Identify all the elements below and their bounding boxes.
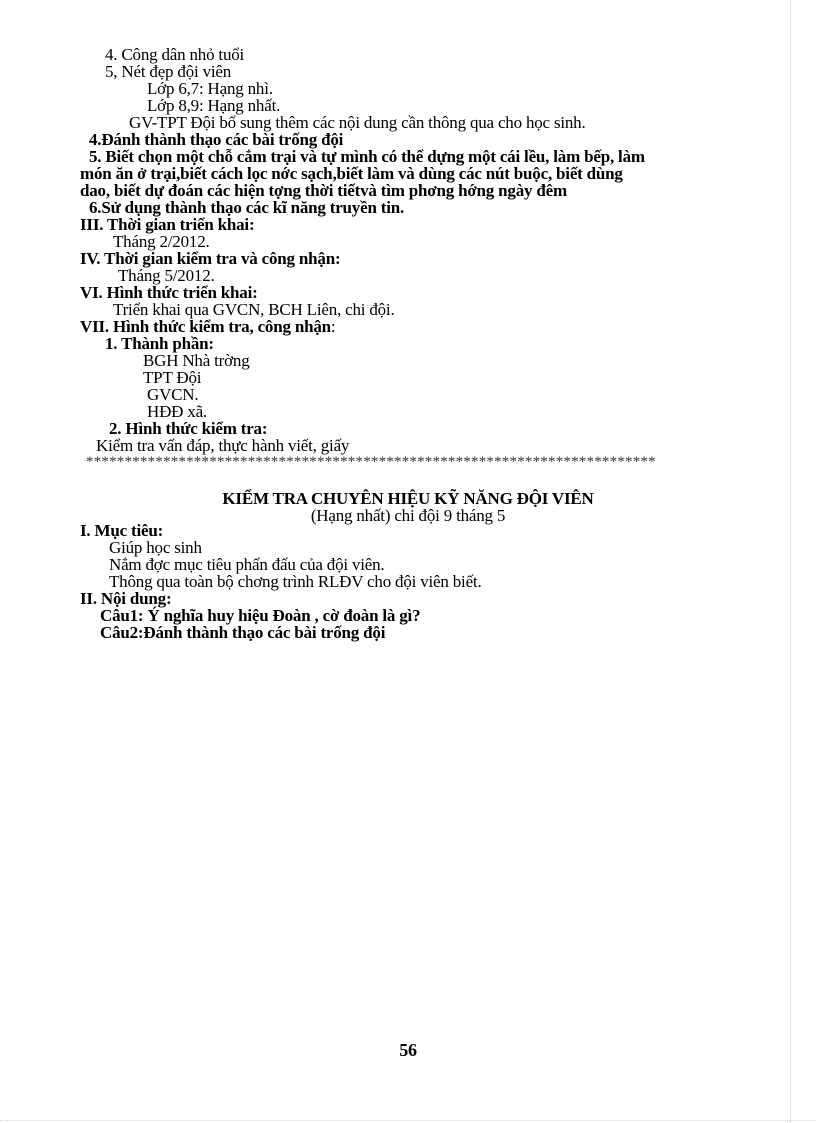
goal-giup-hoc-sinh: Giúp học sinh <box>109 538 202 557</box>
value-thang-2: Tháng 2/2012. <box>113 232 210 251</box>
sub-item-lop-67: Lớp 6,7: Hạng nhì. <box>147 79 273 98</box>
list-item-net-dep: 5, Nét đẹp đội viên <box>105 62 232 81</box>
value-kiem-tra: Kiểm tra vấn đáp, thực hành viết, giấy <box>96 436 350 455</box>
heading-hinh-thuc-trien-khai: VI. Hình thức triển khai: <box>80 283 258 302</box>
list-item-cong-dan: 4. Công dân nhỏ tuổi <box>105 45 245 64</box>
heading-noi-dung: II. Nội dung: <box>80 589 172 608</box>
goal-thong-qua: Thông qua toàn bộ chơng trình RLĐV cho đội viên biết. <box>109 572 482 591</box>
item-truyen-tin: 6.Sử dụng thành thạo các kĩ năng truyền tin. <box>89 198 405 217</box>
member-tpt: TPT Đội <box>143 368 202 387</box>
heading-hinh-thuc-kiem-tra <box>80 318 335 335</box>
page-edge-vertical <box>790 0 791 1123</box>
heading-muc-tieu: I. Mục tiêu: <box>80 521 164 540</box>
member-hdd: HĐĐ xã. <box>147 402 207 421</box>
item-cam-trai-line1: 5. Biết chọn một chỗ cắm trại và tự mình có thể dựng một cái lều, làm bếp, làm <box>89 147 645 166</box>
note-gv-tpt: GV-TPT Đội bổ sung thêm các nội dung cần thông qua cho học sinh. <box>129 113 586 132</box>
sub-heading-hinh-thuc: 2. Hình thức kiểm tra: <box>109 419 268 438</box>
value-thang-5: Tháng 5/2012. <box>118 266 215 285</box>
sub-item-lop-89: Lớp 8,9: Hạng nhất. <box>147 96 281 115</box>
goal-nam-duoc: Nắm đợc mục tiêu phấn đấu của đội viên. <box>109 555 385 574</box>
page-edge-horizontal <box>0 1120 816 1121</box>
section-subtitle: (Hạng nhất) chi đội 9 tháng 5 <box>310 506 506 525</box>
star-divider: ************************************************************************** <box>86 454 656 470</box>
item-trong-doi: 4.Đánh thành thạo các bài trống đội <box>89 130 344 149</box>
question-1: Câu1: Ý nghĩa huy hiệu Đoàn , cờ đoàn là gì? <box>100 606 421 625</box>
member-gvcn: GVCN. <box>147 385 199 404</box>
heading-thoi-gian-kiem-tra: IV. Thời gian kiểm tra và công nhận: <box>80 249 341 268</box>
value-trien-khai: Triển khai qua GVCN, BCH Liên, chi đội. <box>113 300 395 319</box>
page-number: 56 <box>399 1040 417 1060</box>
item-cam-trai-line3: dao, biết dự đoán các hiện tợng thời tiếtvà tìm phơng hớng ngày đêm <box>80 181 567 200</box>
section-title: KIỂM TRA CHUYÊN HIỆU KỸ NĂNG ĐỘI VIÊN <box>222 489 594 508</box>
heading-hinh-thuc-kiem-tra-text: VII. Hình thức kiểm tra, công nhận <box>80 317 331 336</box>
question-2: Câu2:Đánh thành thạo các bài trống đội <box>100 623 386 642</box>
sub-heading-thanh-phan: 1. Thành phần: <box>105 334 214 353</box>
member-bgh: BGH Nhà trờng <box>143 351 250 370</box>
heading-colon: : <box>330 317 336 336</box>
heading-thoi-gian-trien-khai: III. Thời gian triển khai: <box>80 215 255 234</box>
item-cam-trai-line2: món ăn ở trại,biết cách lọc nớc sạch,biết làm và dùng các nút buộc, biết dùng <box>80 164 623 183</box>
